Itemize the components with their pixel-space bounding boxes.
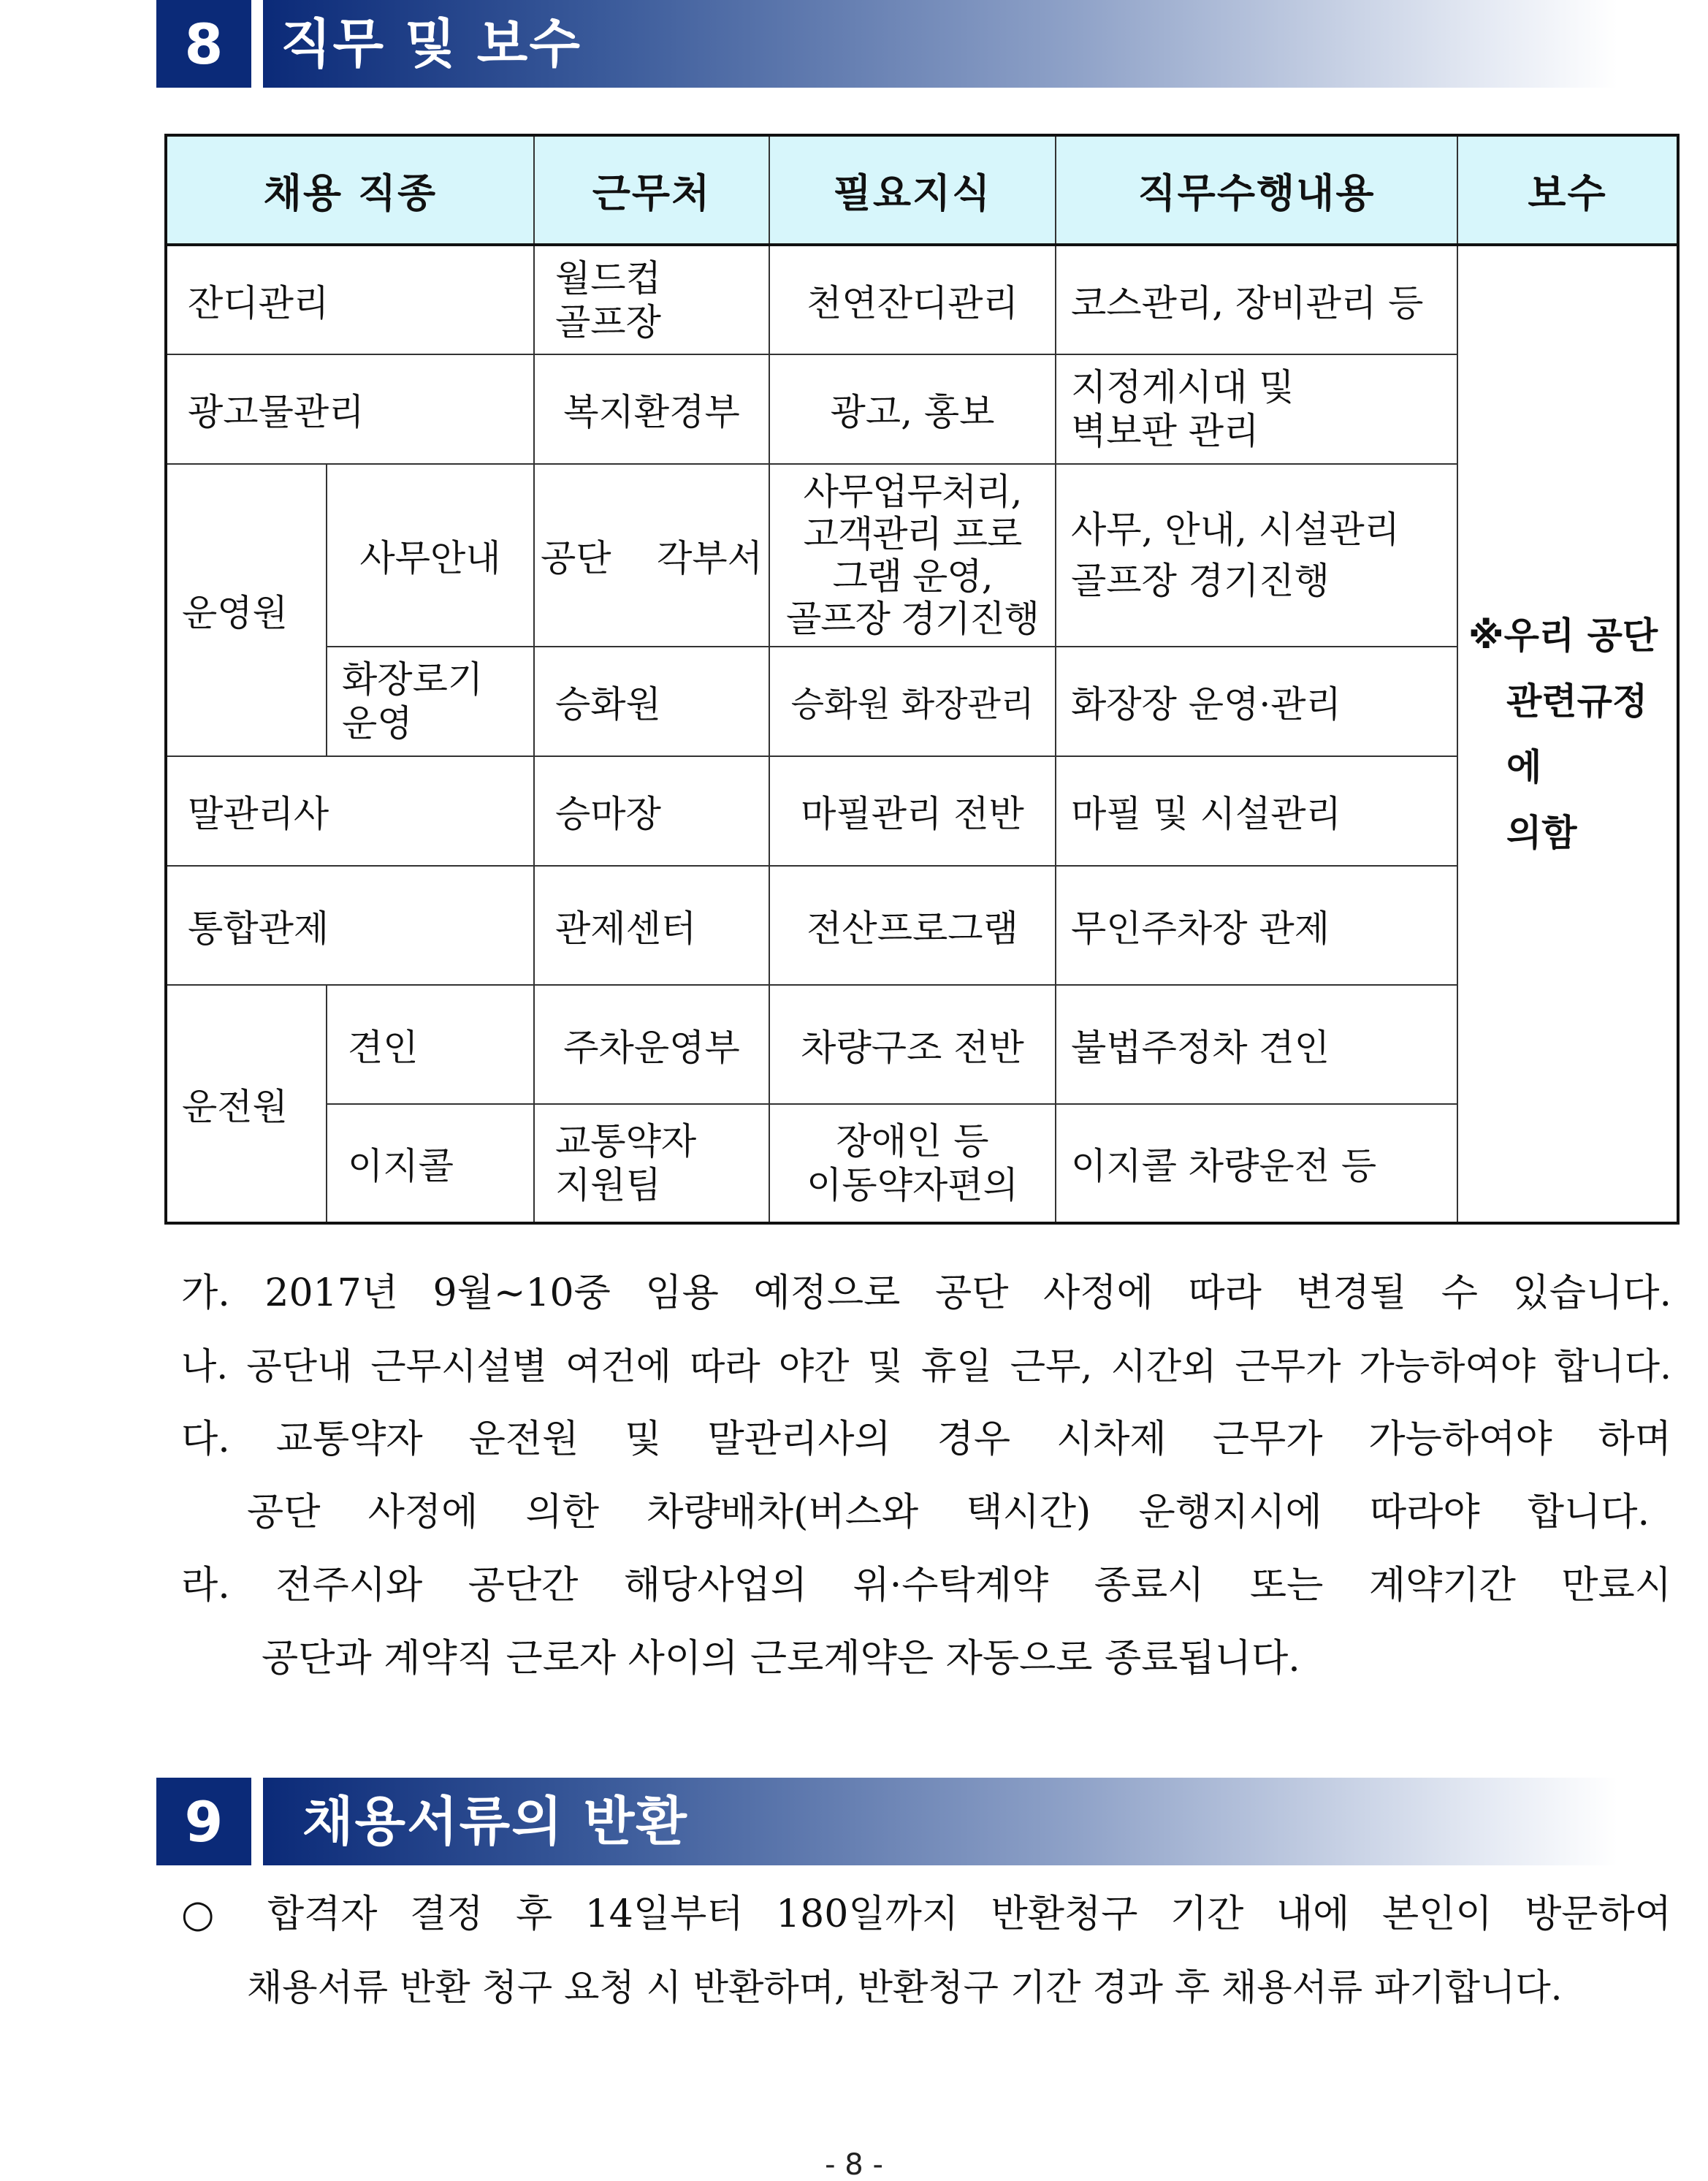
cell-job: 사무안내 — [327, 464, 534, 647]
note-c-cont: 공단 사정에 의한 차량배차(버스와 택시간) 운행지시에 따라야 합니다. — [247, 1491, 1650, 1534]
note-c: 다. 교통약자 운전원 및 말관리사의 경우 시차제 근무가 가능하여야 하며 — [181, 1417, 1671, 1461]
return-policy — [181, 1878, 1671, 2024]
section-9-header — [156, 1778, 1617, 1865]
cell-duty: 코스관리, 장비관리 등 — [1056, 245, 1457, 354]
table-row — [166, 866, 1678, 985]
cell-place: 공단 각부서 — [534, 464, 769, 647]
cell-knowledge: 차량구조 전반 — [769, 985, 1056, 1104]
note-d-cont: 공단과 계약직 근로자 사이의 근로계약은 자동으로 종료됩니다. — [262, 1637, 1300, 1681]
table-row — [166, 354, 1678, 464]
cell-group: 운전원 — [166, 985, 327, 1223]
cell-knowledge: 승화원 화장관리 — [769, 647, 1056, 756]
cell-job: 잔디관리 — [166, 245, 534, 354]
cell-duty: 지정게시대 및 벽보판 관리 — [1056, 354, 1457, 464]
section-number: 8 — [156, 0, 251, 88]
header-place: 근무처 — [534, 135, 769, 245]
table-row — [166, 756, 1678, 866]
cell-group: 운영원 — [166, 464, 327, 756]
cell-place: 관제센터 — [534, 866, 769, 985]
table-header-row — [166, 135, 1678, 245]
duty-table — [164, 134, 1680, 1225]
cell-job: 이지콜 — [327, 1104, 534, 1223]
cell-place: 승마장 — [534, 756, 769, 866]
table-row — [166, 985, 1678, 1104]
cell-place: 월드컵 골프장 — [534, 245, 769, 354]
section-title: 직무 및 보수 — [281, 13, 582, 75]
cell-knowledge: 광고, 홍보 — [769, 354, 1056, 464]
section-8-header — [156, 0, 1617, 88]
return-line-2: 채용서류 반환 청구 요청 시 반환하며, 반환청구 기간 경과 후 채용서류 파기합니다. — [247, 1966, 1563, 2009]
cell-job: 광고물관리 — [166, 354, 534, 464]
table-row — [166, 245, 1678, 354]
cell-duty: 마필 및 시설관리 — [1056, 756, 1457, 866]
cell-knowledge: 장애인 등 이동약자편의 — [769, 1104, 1056, 1223]
page-number: - 8 - — [825, 2148, 883, 2181]
cell-duty: 사무, 안내, 시설관리 골프장 경기진행 — [1056, 464, 1457, 647]
cell-knowledge: 천연잔디관리 — [769, 245, 1056, 354]
cell-job: 화장로기 운영 — [327, 647, 534, 756]
note-b: 나. 공단내 근무시설별 여건에 따라 야간 및 휴일 근무, 시간외 근무가 가능하여야 합니다. — [181, 1345, 1671, 1388]
cell-knowledge: 마필관리 전반 — [769, 756, 1056, 866]
note-a: 가. 2017년 9월~10중 임용 예정으로 공단 사정에 따라 변경될 수 있습니다. — [181, 1271, 1671, 1315]
table-row — [166, 1104, 1678, 1223]
cell-job: 말관리사 — [166, 756, 534, 866]
cell-place: 주차운영부 — [534, 985, 769, 1104]
cell-job: 통합관제 — [166, 866, 534, 985]
cell-duty: 이지콜 차량운전 등 — [1056, 1104, 1457, 1223]
cell-place: 교통약자 지원팀 — [534, 1104, 769, 1223]
cell-place: 복지환경부 — [534, 354, 769, 464]
cell-knowledge: 사무업무처리, 고객관리 프로 그램 운영, 골프장 경기진행 — [769, 464, 1056, 647]
header-job: 채용 직종 — [166, 135, 534, 245]
cell-knowledge: 전산프로그램 — [769, 866, 1056, 985]
header-pay: 보수 — [1457, 135, 1678, 245]
cell-place: 승화원 — [534, 647, 769, 756]
header-knowledge: 필요지식 — [769, 135, 1056, 245]
cell-duty: 화장장 운영·관리 — [1056, 647, 1457, 756]
cell-pay: ※우리 공단 관련규정에 의함 — [1457, 245, 1678, 1223]
cell-job: 견인 — [327, 985, 534, 1104]
cell-duty: 무인주차장 관제 — [1056, 866, 1457, 985]
section-title: 채용서류의 반환 — [302, 1791, 688, 1852]
cell-duty: 불법주정차 견인 — [1056, 985, 1457, 1104]
table-row — [166, 647, 1678, 756]
header-duty: 직무수행내용 — [1056, 135, 1457, 245]
section-number: 9 — [156, 1778, 251, 1865]
notes-list — [181, 1257, 1671, 1695]
table-row — [166, 464, 1678, 647]
return-line-1: ○ 합격자 결정 후 14일부터 180일까지 반환청구 기간 내에 본인이 방문하여 — [181, 1892, 1671, 1936]
note-d: 라. 전주시와 공단간 해당사업의 위·수탁계약 종료시 또는 계약기간 만료시 — [181, 1564, 1671, 1607]
